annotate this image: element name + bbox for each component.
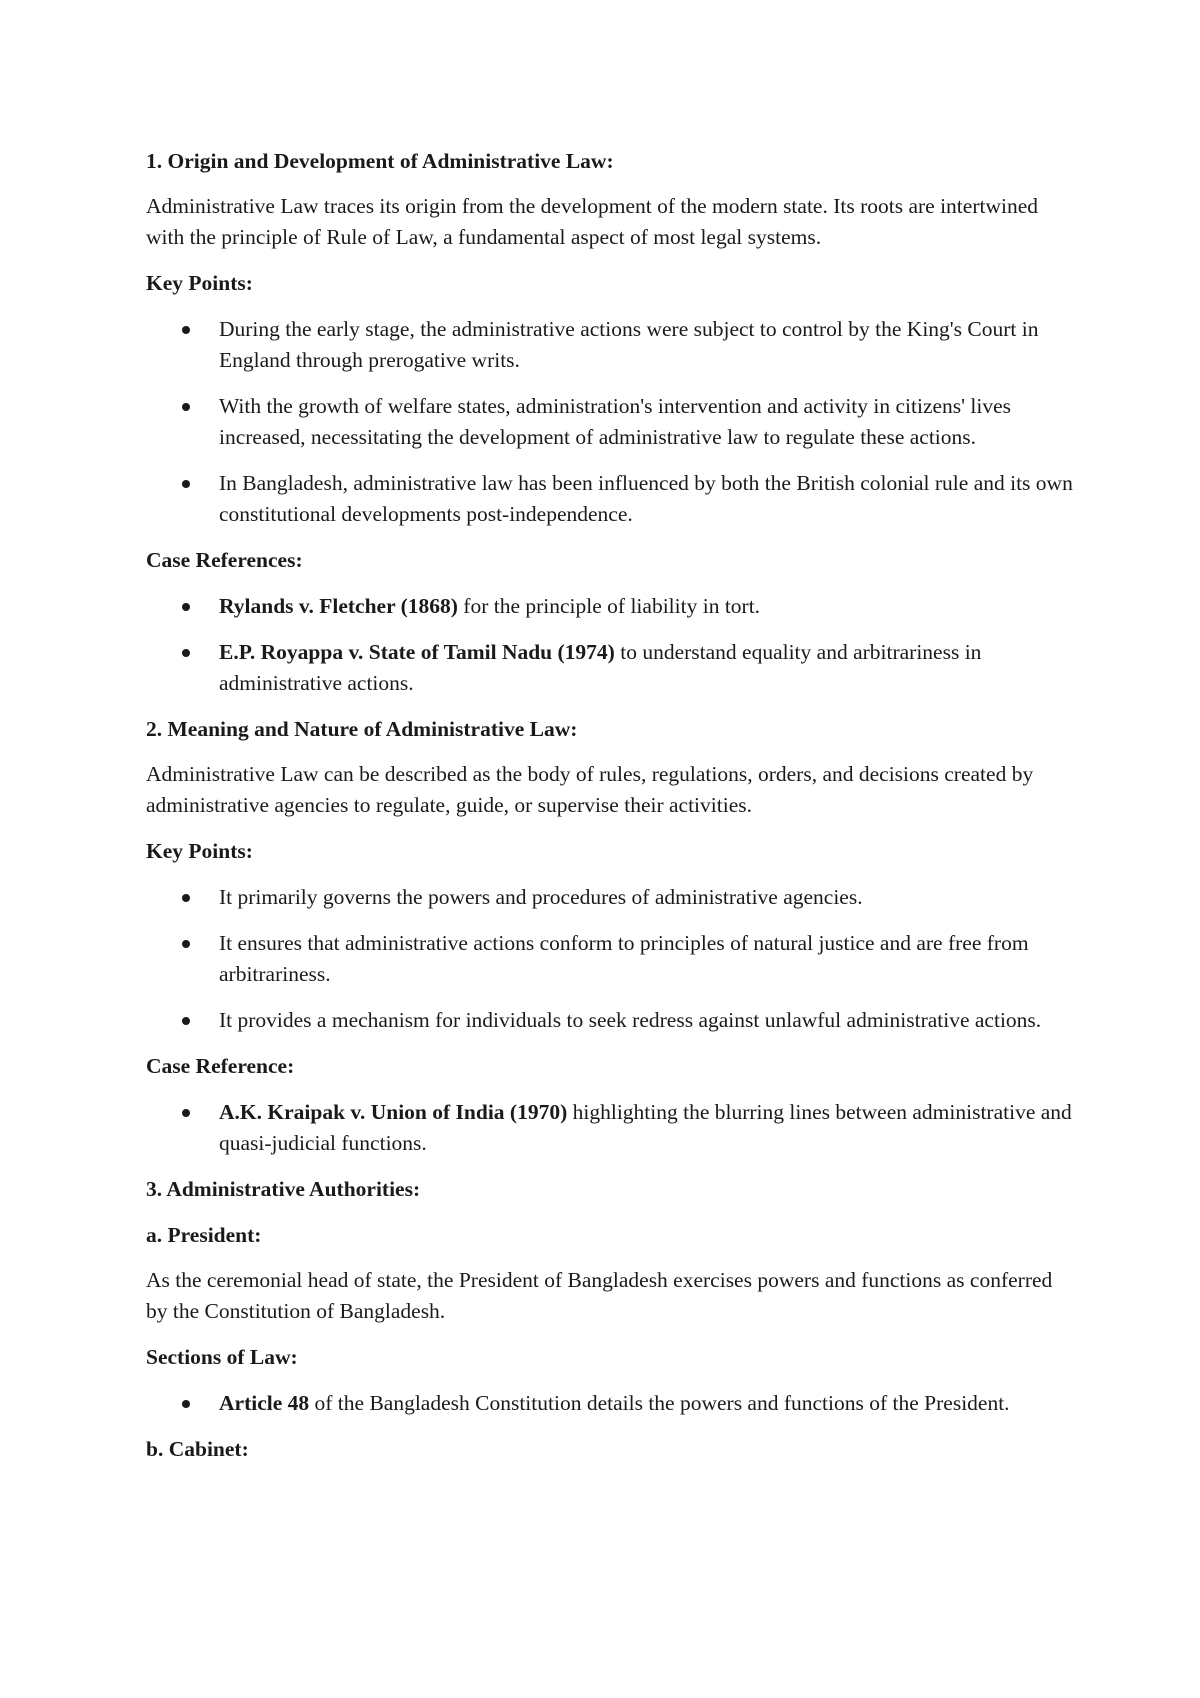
list-item: In Bangladesh, administrative law has been influenced by both the British colonial rule and its own constitutional developments post-independence. [146,468,1076,530]
list-item: It provides a mechanism for individuals to seek redress against unlawful administrative actions. [146,1005,1076,1036]
sections-of-law-list [146,1388,1076,1419]
bullet-icon [182,403,190,411]
section-1-key-points-list [146,314,1076,530]
document-page [146,146,1076,1465]
list-item [146,1097,1076,1159]
section-2-heading: 2. Meaning and Nature of Administrative Law: [146,717,578,741]
bullet-icon [182,649,190,657]
case-name: Rylands v. Fletcher (1868) [219,594,458,618]
bullet-icon [182,1017,190,1025]
list-item: With the growth of welfare states, administration's intervention and activity in citizens' lives increased, necessitating the development of administrative law to regulate these actions. [146,391,1076,453]
bullet-icon [182,1400,190,1408]
section-2-key-points-list [146,882,1076,1036]
subsection-a-heading: a. President: [146,1223,262,1247]
bullet-icon [182,894,190,902]
case-name: E.P. Royappa v. State of Tamil Nadu (1974) [219,640,615,664]
bullet-icon [182,940,190,948]
bullet-icon [182,1109,190,1117]
section-1-heading: 1. Origin and Development of Administrative Law: [146,149,614,173]
subsection-b-heading: b. Cabinet: [146,1437,249,1461]
section-2-intro: Administrative Law can be described as the body of rules, regulations, orders, and decisions created by administrative agencies to regulate, guide, or supervise their activities. [146,762,1034,817]
bullet-icon [182,480,190,488]
section-2-key-points-label: Key Points: [146,839,253,863]
section-1-cases-label: Case References: [146,548,303,572]
list-item [146,591,1076,622]
section-2-cases-list [146,1097,1076,1159]
law-article-description: of the Bangladesh Constitution details the powers and functions of the President. [309,1391,1010,1415]
list-item [146,1388,1076,1419]
case-description: for the principle of liability in tort. [457,594,761,618]
case-description: to understand equality and arbitrariness in administrative actions. [219,640,982,695]
bullet-icon [182,326,190,334]
section-1-intro: Administrative Law traces its origin from the development of the modern state. Its roots are intertwined with the principle of Rule of Law, a fundamental aspect of most legal systems. [146,194,1038,249]
list-item [146,637,1076,699]
list-item: During the early stage, the administrative actions were subject to control by the King's Court in England through prerogative writs. [146,314,1076,376]
case-description: highlighting the blurring lines between administrative and quasi-judicial functions. [219,1100,1072,1155]
sections-of-law-label: Sections of Law: [146,1345,298,1369]
law-article-name: Article 48 [219,1391,310,1415]
subsection-a-intro: As the ceremonial head of state, the President of Bangladesh exercises powers and functions as conferred by the Constitution of Bangladesh. [146,1268,1053,1323]
list-item: It ensures that administrative actions conform to principles of natural justice and are free from arbitrariness. [146,928,1076,990]
bullet-icon [182,603,190,611]
case-name: A.K. Kraipak v. Union of India (1970) [219,1100,568,1124]
list-item: It primarily governs the powers and procedures of administrative agencies. [146,882,1076,913]
section-1-key-points-label: Key Points: [146,271,253,295]
section-3-heading: 3. Administrative Authorities: [146,1177,421,1201]
section-1-cases-list [146,591,1076,699]
section-2-cases-label: Case Reference: [146,1054,295,1078]
